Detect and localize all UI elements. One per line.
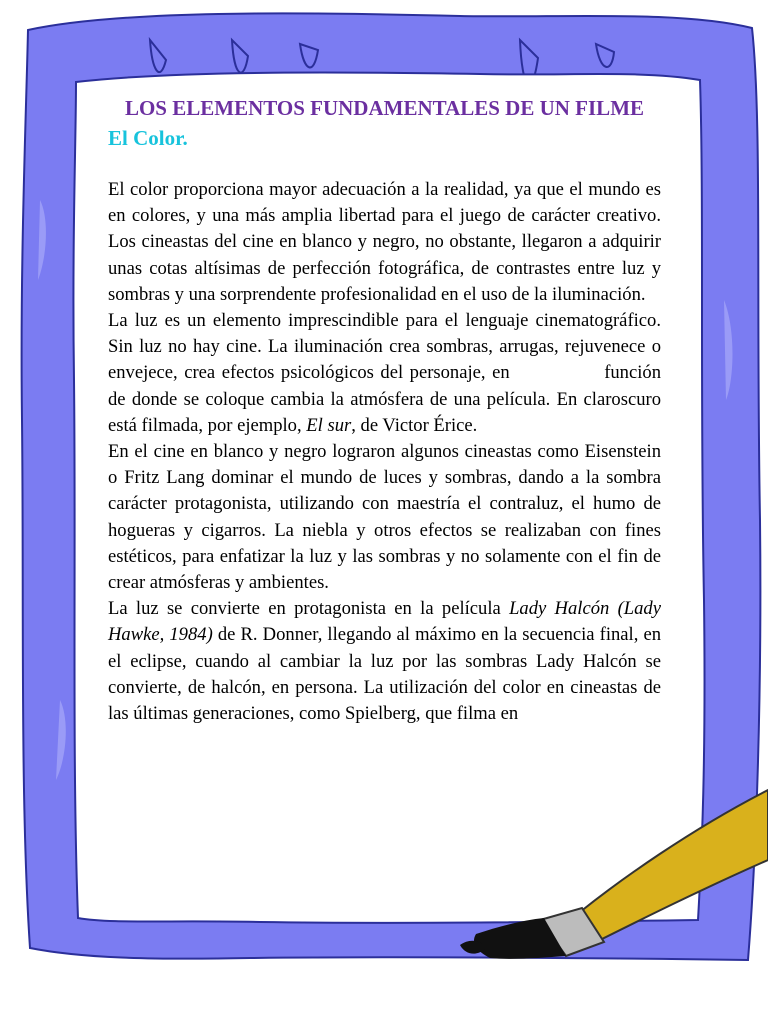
paragraph-4-part-b: de R. Donner, llegando al máximo en la secuencia final, en el eclipse, cuando al cambiar la luz por las sombras Lady Halcón se convierte, de halcón, en persona. La utilización del color en cineastas de las últimas generaciones, como Spielberg, que filma en (108, 624, 661, 725)
page-title: LOS ELEMENTOS FUNDAMENTALES DE UN FILME (124, 96, 645, 120)
paragraph-2-part-a: La luz es un elemento imprescindible para el lenguaje cinematográfico. Sin luz no hay cine. La iluminación crea sombras, arrugas, rejuvenece o envejece, crea efectos psicológicos del personaje, en (108, 310, 661, 384)
section-heading: El Color. (108, 126, 188, 150)
paragraph-2-part-b: función de donde se coloque cambia la atmósfera de una película. En claroscuro está filmada, por ejemplo, (108, 362, 661, 436)
paragraph-3: En el cine en blanco y negro lograron algunos cineastas como Eisenstein o Fritz Lang dominar el mundo de luces y sombras, dando a la sombra carácter protagonista, utilizando con maestría el contraluz, el humo de hogueras y cigarros. La niebla y otros efectos se realizaban con fines estéticos, para enfatizar la luz y las sombras y no solamente con el fin de crear atmósferas y ambientes. (108, 441, 661, 594)
paragraph-1: El color proporciona mayor adecuación a la realidad, ya que el mundo es en colores, y una más amplia libertad para el juego de carácter creativo. Los cineastas del cine en blanco y negro, no obstante, llegaron a adquirir unas cotas altísimas de perfección fotográfica, de contrastes entre luz y sombras y una sorprendente profesionalidad en el uso de la iluminación. (108, 179, 661, 305)
film-title-lady-halcon: Lady Halcón (Lady Hawke, 1984) (108, 598, 661, 646)
film-title-el-sur: El sur (306, 414, 352, 436)
paragraph-2 (108, 308, 661, 439)
paragraph-4-part-a: La luz se convierte en protagonista en la película (108, 598, 501, 620)
document-body (108, 93, 661, 727)
paragraph-4 (108, 596, 661, 727)
paragraph-2-part-c: , de Victor Érice. (351, 414, 478, 436)
